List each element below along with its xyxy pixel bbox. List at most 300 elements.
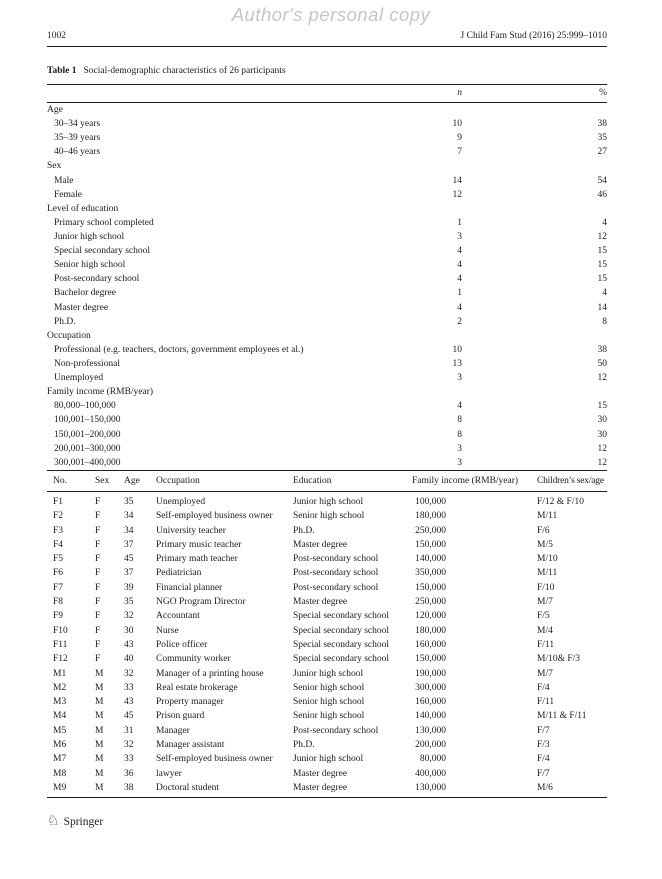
income-value: 150,000: [415, 654, 446, 665]
cell-no: F11: [53, 639, 68, 650]
cell-children: F/5: [537, 611, 550, 622]
income-value: 100,000: [415, 497, 446, 507]
cell-occupation: Pediatrician: [156, 568, 202, 579]
cell-age: 32: [124, 740, 134, 751]
row-label: Special secondary school: [54, 246, 151, 257]
row-label: Family income (RMB/year): [47, 387, 154, 398]
cell-age: 45: [124, 554, 134, 565]
row-pct: 12: [597, 457, 607, 468]
row-n: 1: [457, 288, 462, 299]
springer-knight-icon: ♘: [47, 814, 60, 829]
cell-age: 37: [124, 568, 134, 579]
row-n: 3: [457, 443, 462, 454]
cell-age: 45: [124, 711, 134, 722]
table2-row: [47, 667, 607, 681]
cell-income: [412, 724, 537, 738]
cell-occupation: Police officer: [156, 639, 208, 650]
cell-education: Special secondary school: [293, 639, 390, 650]
cell-children: M/5: [537, 539, 553, 550]
cell-income: [412, 752, 537, 766]
row-label: Male: [54, 175, 74, 186]
income-value: 250,000: [415, 597, 446, 608]
table2-col-income: Family income (RMB/year): [412, 476, 519, 486]
cell-education: Post-secondary school: [293, 554, 379, 565]
cell-education: Master degree: [293, 782, 348, 793]
row-pct: 8: [602, 316, 607, 327]
cell-children: M/7: [537, 597, 553, 608]
table2-row: [47, 566, 607, 580]
cell-no: F3: [53, 525, 64, 536]
row-label: Professional (e.g. teachers, doctors, government employees et al.): [54, 344, 304, 355]
row-n: 4: [457, 302, 462, 313]
cell-sex: F: [95, 568, 101, 579]
row-n: 14: [452, 175, 462, 186]
row-pct: 50: [597, 358, 607, 369]
cell-age: 34: [124, 511, 134, 522]
table1-item-row: [47, 272, 607, 286]
row-label: Unemployed: [54, 373, 104, 384]
table1-item-row: [47, 413, 607, 427]
cell-age: 30: [124, 625, 134, 636]
cell-occupation: Doctoral student: [156, 782, 220, 793]
row-pct: [462, 159, 607, 173]
cell-children: F/12 & F/10: [537, 497, 584, 507]
cell-sex: M: [95, 725, 104, 736]
row-label: 80,000–100,000: [54, 401, 116, 412]
cell-occupation: Real estate brokerage: [156, 682, 238, 693]
row-n: 4: [457, 260, 462, 271]
cell-sex: M: [95, 754, 104, 765]
cell-income: [412, 667, 537, 681]
cell-sex: F: [95, 625, 101, 636]
cell-age: 36: [124, 768, 134, 779]
table2: [47, 470, 607, 798]
row-label: Ph.D.: [54, 316, 76, 327]
row-label: Female: [54, 189, 82, 200]
row-n: [407, 329, 462, 343]
table1-col-pct: %: [599, 88, 607, 98]
cell-no: F7: [53, 582, 64, 593]
cell-age: 32: [124, 611, 134, 622]
cell-children: F/4: [537, 682, 550, 693]
cell-age: 40: [124, 654, 134, 665]
table1-group-row: [47, 103, 607, 117]
table2-row: [47, 624, 607, 638]
publisher-logo: [47, 815, 103, 829]
cell-education: Ph.D.: [293, 740, 315, 751]
cell-age: 39: [124, 582, 134, 593]
cell-no: F9: [53, 611, 64, 622]
table1-item-row: [47, 258, 607, 272]
income-value: 300,000: [415, 682, 446, 693]
cell-no: F12: [53, 654, 68, 665]
cell-sex: F: [95, 525, 101, 536]
cell-sex: M: [95, 782, 104, 793]
row-label: Sex: [47, 161, 62, 172]
cell-education: Special secondary school: [293, 611, 390, 622]
table1-caption: [47, 65, 607, 77]
cell-income: [412, 566, 537, 580]
cell-children: F/11: [537, 697, 555, 708]
table2-row: [47, 595, 607, 609]
cell-income: [412, 638, 537, 652]
row-n: 4: [457, 401, 462, 412]
cell-education: Senior high school: [293, 711, 365, 722]
cell-occupation: Financial planner: [156, 582, 223, 593]
income-value: 400,000: [415, 768, 446, 779]
table2-row: [47, 495, 607, 509]
cell-sex: F: [95, 597, 101, 608]
row-pct: 38: [597, 344, 607, 355]
cell-no: F5: [53, 554, 64, 565]
table1-item-row: [47, 188, 607, 202]
row-n: [407, 103, 462, 117]
row-n: 10: [452, 344, 462, 355]
cell-no: M7: [53, 754, 67, 765]
row-pct: 54: [597, 175, 607, 186]
cell-children: M/10& F/3: [537, 654, 581, 665]
table1-item-row: [47, 244, 607, 258]
table2-body: [47, 492, 607, 798]
cell-age: 31: [124, 725, 134, 736]
cell-education: Junior high school: [293, 754, 364, 765]
table2-col-age: Age: [124, 476, 140, 486]
row-label: 300,001–400,000: [54, 457, 121, 468]
cell-education: Senior high school: [293, 682, 365, 693]
row-n: 1: [457, 217, 462, 228]
cell-income: [412, 767, 537, 781]
cell-age: 38: [124, 782, 134, 793]
row-n: [407, 159, 462, 173]
row-n: 9: [457, 133, 462, 144]
cell-no: F2: [53, 511, 64, 522]
table2-row: [47, 638, 607, 652]
cell-age: 43: [124, 639, 134, 650]
cell-children: F/7: [537, 725, 550, 736]
income-value: 130,000: [415, 782, 446, 793]
table2-row: [47, 709, 607, 723]
cell-children: M/4: [537, 625, 553, 636]
cell-income: [412, 552, 537, 566]
cell-education: Senior high school: [293, 511, 365, 522]
cell-no: M3: [53, 697, 67, 708]
cell-age: 32: [124, 668, 134, 679]
table1-item-row: [47, 428, 607, 442]
row-pct: 46: [597, 189, 607, 200]
table2-row: [47, 509, 607, 523]
cell-children: F/6: [537, 525, 550, 536]
cell-sex: M: [95, 768, 104, 779]
cell-children: M/11 & F/11: [537, 711, 587, 722]
income-value: 180,000: [415, 511, 446, 522]
cell-sex: M: [95, 697, 104, 708]
row-n: 3: [457, 373, 462, 384]
cell-education: Master degree: [293, 597, 348, 608]
row-label: Post-secondary school: [54, 274, 140, 285]
table1-item-row: [47, 145, 607, 159]
cell-education: Master degree: [293, 539, 348, 550]
row-pct: 14: [597, 302, 607, 313]
table2-row: [47, 738, 607, 752]
cell-education: Post-secondary school: [293, 568, 379, 579]
cell-occupation: Community worker: [156, 654, 231, 665]
row-n: 2: [457, 316, 462, 327]
cell-no: M5: [53, 725, 67, 736]
table1-group-row: [47, 329, 607, 343]
cell-children: M/6: [537, 782, 553, 793]
table1-item-row: [47, 456, 607, 470]
table2-row: [47, 609, 607, 623]
income-value: 150,000: [415, 539, 446, 550]
cell-children: M/11: [537, 511, 558, 522]
table1-item-row: [47, 357, 607, 371]
row-n: 10: [452, 119, 462, 130]
caption-text: Social-demographic characteristics of 26 participants: [83, 66, 286, 76]
cell-children: F/7: [537, 768, 550, 779]
income-value: 190,000: [415, 668, 446, 679]
income-value: 250,000: [415, 525, 446, 536]
journal-ref: J Child Fam Stud (2016) 25:999–1010: [460, 31, 607, 41]
cell-sex: M: [95, 668, 104, 679]
row-pct: 12: [597, 231, 607, 242]
cell-education: Ph.D.: [293, 525, 315, 536]
table1-item-row: [47, 371, 607, 385]
cell-occupation: Primary math teacher: [156, 554, 238, 565]
row-n: 3: [457, 457, 462, 468]
table1-group-row: [47, 159, 607, 173]
row-pct: 15: [597, 246, 607, 257]
cell-education: Master degree: [293, 768, 348, 779]
table2-row: [47, 767, 607, 781]
cell-income: [412, 709, 537, 723]
table2-col-education: Education: [293, 476, 332, 486]
cell-income: [412, 538, 537, 552]
cell-education: Junior high school: [293, 668, 364, 679]
cell-no: M8: [53, 768, 67, 779]
cell-sex: M: [95, 740, 104, 751]
table2-col-occupation: Occupation: [156, 476, 200, 486]
cell-education: Post-secondary school: [293, 582, 379, 593]
row-n: [407, 385, 462, 399]
row-n: 7: [457, 147, 462, 158]
cell-income: [412, 781, 537, 795]
cell-education: Special secondary school: [293, 625, 390, 636]
row-pct: 15: [597, 274, 607, 285]
cell-age: 35: [124, 597, 134, 608]
row-label: Age: [47, 105, 63, 115]
table1-body: [47, 103, 607, 470]
cell-occupation: NGO Program Director: [156, 597, 246, 608]
cell-occupation: lawyer: [156, 768, 182, 779]
row-label: Primary school completed: [54, 217, 154, 228]
header-rule: [47, 46, 607, 47]
cell-no: M9: [53, 782, 67, 793]
cell-education: Junior high school: [293, 497, 364, 507]
cell-children: F/3: [537, 740, 550, 751]
row-n: 8: [457, 415, 462, 426]
cell-children: F/4: [537, 754, 550, 765]
cell-age: 33: [124, 754, 134, 765]
row-label: Non-professional: [54, 358, 120, 369]
table1-item-row: [47, 343, 607, 357]
cell-no: F6: [53, 568, 64, 579]
cell-sex: M: [95, 682, 104, 693]
publisher-name: Springer: [63, 816, 104, 828]
income-value: 140,000: [415, 554, 446, 565]
cell-sex: F: [95, 539, 101, 550]
cell-sex: F: [95, 497, 101, 507]
cell-age: 33: [124, 682, 134, 693]
cell-income: [412, 609, 537, 623]
table1-col-n: n: [457, 88, 462, 98]
cell-education: Post-secondary school: [293, 725, 379, 736]
income-value: 80,000: [419, 754, 446, 765]
table2-row: [47, 695, 607, 709]
row-label: 100,001–150,000: [54, 415, 121, 426]
cell-occupation: Manager of a printing house: [156, 668, 264, 679]
table2-row: [47, 752, 607, 766]
page-number: 1002: [47, 31, 66, 41]
cell-income: [412, 624, 537, 638]
row-pct: [462, 202, 607, 216]
row-pct: 38: [597, 119, 607, 130]
cell-sex: F: [95, 611, 101, 622]
table1-item-row: [47, 117, 607, 131]
table1-group-row: [47, 202, 607, 216]
cell-no: M2: [53, 682, 67, 693]
row-label: 200,001–300,000: [54, 443, 121, 454]
row-pct: 4: [602, 288, 607, 299]
row-pct: 15: [597, 260, 607, 271]
row-n: 12: [452, 189, 462, 200]
table1-header-row: [47, 85, 607, 103]
table2-row: [47, 538, 607, 552]
cell-occupation: Property manager: [156, 697, 224, 708]
cell-occupation: Self-employed business owner: [156, 754, 273, 765]
row-n: [407, 202, 462, 216]
table1-item-row: [47, 286, 607, 300]
cell-income: [412, 738, 537, 752]
income-value: 180,000: [415, 625, 446, 636]
row-label: 30–34 years: [54, 119, 101, 130]
cell-children: F/10: [537, 582, 555, 593]
cell-no: F4: [53, 539, 64, 550]
table1: [47, 84, 607, 470]
income-value: 130,000: [415, 725, 446, 736]
income-value: 140,000: [415, 711, 446, 722]
cell-sex: M: [95, 711, 104, 722]
row-n: 4: [457, 274, 462, 285]
cell-sex: F: [95, 639, 101, 650]
cell-no: F8: [53, 597, 64, 608]
cell-sex: F: [95, 582, 101, 593]
cell-income: [412, 681, 537, 695]
table2-col-children: Children’s sex/age: [537, 476, 604, 486]
cell-occupation: University teacher: [156, 525, 226, 536]
row-pct: 35: [597, 133, 607, 144]
caption-label: Table 1: [47, 66, 77, 76]
row-n: 13: [452, 358, 462, 369]
cell-income: [412, 509, 537, 523]
cell-sex: F: [95, 654, 101, 665]
row-label: Master degree: [54, 302, 109, 313]
row-pct: [462, 385, 607, 399]
row-pct: 27: [597, 147, 607, 158]
income-value: 150,000: [415, 582, 446, 593]
income-value: 120,000: [415, 611, 446, 622]
row-label: 35–39 years: [54, 133, 101, 144]
table2-row: [47, 581, 607, 595]
row-label: Junior high school: [54, 231, 125, 242]
cell-occupation: Primary music teacher: [156, 539, 242, 550]
cell-income: [412, 495, 537, 509]
cell-age: 34: [124, 525, 134, 536]
row-pct: [462, 329, 607, 343]
cell-income: [412, 652, 537, 666]
table2-row: [47, 781, 607, 795]
row-label: 40–46 years: [54, 147, 101, 158]
cell-income: [412, 695, 537, 709]
cell-no: F10: [53, 625, 68, 636]
table2-header-row: [47, 471, 607, 492]
row-n: 4: [457, 246, 462, 257]
cell-age: 35: [124, 497, 134, 507]
row-label: Bachelor degree: [54, 288, 116, 299]
row-label: Senior high school: [54, 260, 126, 271]
row-label: 150,001–200,000: [54, 429, 121, 440]
row-pct: 4: [602, 217, 607, 228]
row-pct: 12: [597, 373, 607, 384]
row-label: Level of education: [47, 203, 119, 214]
income-value: 160,000: [415, 697, 446, 708]
cell-children: M/10: [537, 554, 558, 565]
cell-no: M4: [53, 711, 67, 722]
row-pct: 30: [597, 429, 607, 440]
cell-occupation: Self-employed business owner: [156, 511, 273, 522]
table2-row: [47, 552, 607, 566]
cell-income: [412, 595, 537, 609]
cell-age: 37: [124, 539, 134, 550]
table2-row: [47, 681, 607, 695]
row-pct: 15: [597, 401, 607, 412]
cell-no: F1: [53, 497, 64, 507]
cell-occupation: Unemployed: [156, 497, 206, 507]
cell-income: [412, 524, 537, 538]
table2-row: [47, 524, 607, 538]
row-n: 8: [457, 429, 462, 440]
cell-children: M/7: [537, 668, 553, 679]
income-value: 160,000: [415, 639, 446, 650]
table1-item-row: [47, 301, 607, 315]
income-value: 200,000: [415, 740, 446, 751]
income-value: 350,000: [415, 568, 446, 579]
table1-item-row: [47, 442, 607, 456]
cell-occupation: Prison guard: [156, 711, 205, 722]
table1-item-row: [47, 131, 607, 145]
cell-occupation: Nurse: [156, 625, 179, 636]
table1-group-row: [47, 385, 607, 399]
watermark: Author's personal copy: [231, 4, 431, 25]
cell-income: [412, 581, 537, 595]
table2-col-sex: Sex: [95, 476, 110, 486]
cell-education: Special secondary school: [293, 654, 390, 665]
cell-sex: F: [95, 511, 101, 522]
row-n: 3: [457, 231, 462, 242]
table1-item-row: [47, 230, 607, 244]
cell-no: M1: [53, 668, 67, 679]
cell-sex: F: [95, 554, 101, 565]
cell-children: M/11: [537, 568, 558, 579]
